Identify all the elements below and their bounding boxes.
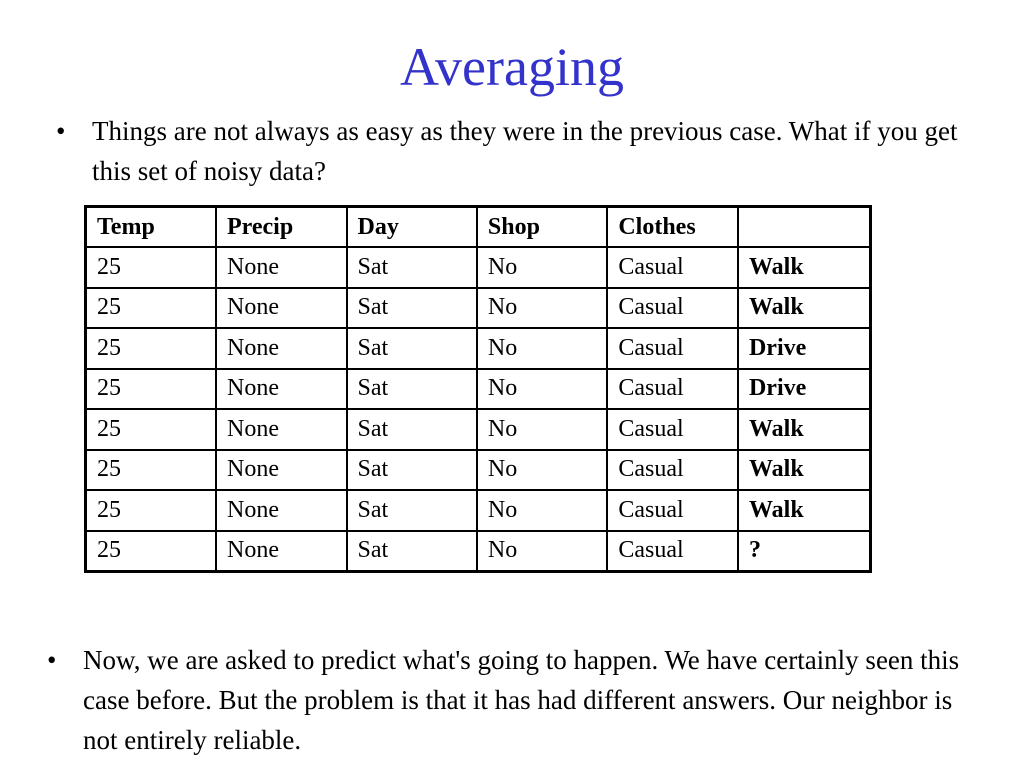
cell-clothes: Casual bbox=[607, 409, 738, 450]
cell-outcome: Walk bbox=[738, 450, 871, 491]
cell-precip: None bbox=[216, 288, 347, 329]
cell-outcome: Drive bbox=[738, 369, 871, 410]
table-row bbox=[86, 409, 871, 450]
header-outcome bbox=[738, 207, 871, 248]
cell-temp: 25 bbox=[86, 328, 216, 369]
table-row bbox=[86, 288, 871, 329]
cell-temp: 25 bbox=[86, 369, 216, 410]
cell-precip: None bbox=[216, 450, 347, 491]
bullet-point-question bbox=[47, 640, 987, 760]
cell-day: Sat bbox=[347, 450, 477, 491]
bullet-icon: • bbox=[56, 116, 66, 146]
cell-temp: 25 bbox=[86, 450, 216, 491]
bullet-point-intro bbox=[56, 111, 976, 191]
cell-day: Sat bbox=[347, 531, 477, 572]
cell-day: Sat bbox=[347, 409, 477, 450]
cell-precip: None bbox=[216, 490, 347, 531]
cell-shop: No bbox=[477, 247, 607, 288]
cell-precip: None bbox=[216, 369, 347, 410]
cell-outcome: ? bbox=[738, 531, 871, 572]
cell-temp: 25 bbox=[86, 247, 216, 288]
cell-shop: No bbox=[477, 531, 607, 572]
header-temp: Temp bbox=[86, 207, 216, 248]
cell-day: Sat bbox=[347, 288, 477, 329]
bullet-text: Now, we are asked to predict what's going to happen. We have certainly seen this case before. But the problem is that it has had different answers. Our neighbor is not entirely reliable. bbox=[83, 645, 960, 755]
table-row bbox=[86, 328, 871, 369]
cell-precip: None bbox=[216, 247, 347, 288]
cell-shop: No bbox=[477, 409, 607, 450]
bullet-text: Things are not always as easy as they were in the previous case. What if you get this set of noisy data? bbox=[92, 116, 958, 186]
table-row bbox=[86, 369, 871, 410]
cell-day: Sat bbox=[347, 490, 477, 531]
cell-clothes: Casual bbox=[607, 247, 738, 288]
noisy-data-table bbox=[84, 205, 872, 573]
cell-outcome: Walk bbox=[738, 247, 871, 288]
cell-day: Sat bbox=[347, 369, 477, 410]
table-row bbox=[86, 531, 871, 572]
cell-precip: None bbox=[216, 409, 347, 450]
cell-day: Sat bbox=[347, 328, 477, 369]
cell-clothes: Casual bbox=[607, 328, 738, 369]
cell-shop: No bbox=[477, 328, 607, 369]
cell-outcome: Drive bbox=[738, 328, 871, 369]
header-day: Day bbox=[347, 207, 477, 248]
cell-temp: 25 bbox=[86, 409, 216, 450]
header-clothes: Clothes bbox=[607, 207, 738, 248]
header-precip: Precip bbox=[216, 207, 347, 248]
cell-clothes: Casual bbox=[607, 288, 738, 329]
cell-clothes: Casual bbox=[607, 531, 738, 572]
table-header-row bbox=[86, 207, 871, 248]
cell-outcome: Walk bbox=[738, 288, 871, 329]
cell-precip: None bbox=[216, 328, 347, 369]
cell-shop: No bbox=[477, 288, 607, 329]
cell-outcome: Walk bbox=[738, 490, 871, 531]
cell-temp: 25 bbox=[86, 288, 216, 329]
cell-temp: 25 bbox=[86, 531, 216, 572]
cell-outcome: Walk bbox=[738, 409, 871, 450]
cell-clothes: Casual bbox=[607, 369, 738, 410]
bullet-icon: • bbox=[47, 645, 57, 675]
slide-title: Averaging bbox=[400, 37, 624, 97]
cell-temp: 25 bbox=[86, 490, 216, 531]
cell-precip: None bbox=[216, 531, 347, 572]
cell-clothes: Casual bbox=[607, 490, 738, 531]
cell-shop: No bbox=[477, 490, 607, 531]
header-shop: Shop bbox=[477, 207, 607, 248]
table-row bbox=[86, 490, 871, 531]
table-row bbox=[86, 247, 871, 288]
cell-shop: No bbox=[477, 369, 607, 410]
table-row bbox=[86, 450, 871, 491]
cell-shop: No bbox=[477, 450, 607, 491]
cell-clothes: Casual bbox=[607, 450, 738, 491]
cell-day: Sat bbox=[347, 247, 477, 288]
